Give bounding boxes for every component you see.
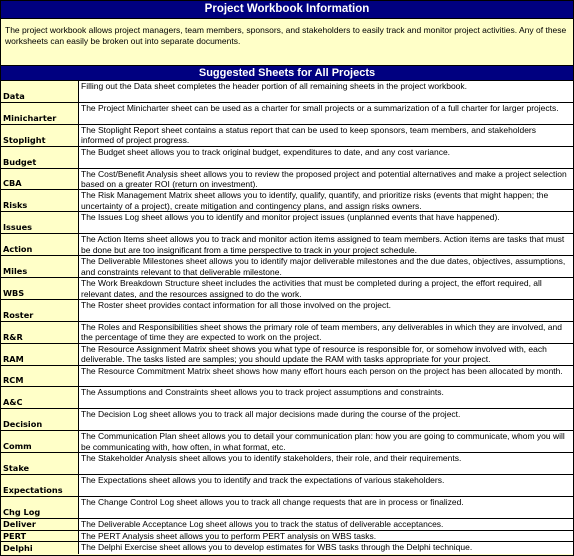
sheet-name: RAM [1, 344, 79, 365]
sheet-name: Minicharter [1, 103, 79, 124]
sheet-name: Data [1, 81, 79, 102]
table-row[interactable] [1, 81, 573, 103]
table-row[interactable] [1, 519, 573, 531]
sheet-description: The Resource Commitment Matrix sheet shows how many effort hours each person on the project has been allocated by month. [79, 366, 573, 387]
sheet-name: Stake [1, 453, 79, 474]
sheet-name: CBA [1, 169, 79, 190]
table-row[interactable] [1, 147, 573, 169]
sheet-name: Roster [1, 300, 79, 321]
sheet-name: R&R [1, 322, 79, 343]
sheet-description: The Roles and Responsibilities sheet shows the primary role of team members, any deliverables in which they are involved, and the percentage of time they are expected to work on the project. [79, 322, 573, 343]
sheet-description: The Project Minicharter sheet can be used as a charter for small projects or a summarization of a full charter for larger projects. [79, 103, 573, 124]
sheet-description: The Expectations sheet allows you to identify and track the expectations of various stakeholders. [79, 475, 573, 496]
table-row[interactable] [1, 322, 573, 344]
table-row[interactable] [1, 300, 573, 322]
sheet-description: The Deliverable Acceptance Log sheet allows you to track the status of deliverable acceptances. [79, 519, 573, 530]
sheet-description: The Issues Log sheet allows you to identify and monitor project issues (unplanned events that have happened). [79, 212, 573, 233]
sheet-description: The Action Items sheet allows you to track and monitor action items assigned to team members. Action items are tasks that must be done but are too insignificant from a time perspective to track in your project schedule. [79, 234, 573, 255]
sheet-name: Expectations [1, 475, 79, 496]
sheet-name: Budget [1, 147, 79, 168]
sheet-description: The Communication Plan sheet allows you to detail your communication plan: how you are going to communicate, whom you will be communicating with, how often, in what format, etc. [79, 431, 573, 452]
table-row[interactable] [1, 387, 573, 409]
sheet-name: Decision [1, 409, 79, 430]
sheet-name: Action [1, 234, 79, 255]
sheet-description: The Decision Log sheet allows you to track all major decisions made during the course of the project. [79, 409, 573, 430]
sheet-description: The Risk Management Matrix sheet allows you to identify, qualify, quantify, and prioritize risks (events that might happen; the uncertainty of a project), create mitigation and contingency plans, and assign risks owners. [79, 190, 573, 211]
table-row[interactable] [1, 190, 573, 212]
sheet-description: The Assumptions and Constraints sheet allows you to track project assumptions and constraints. [79, 387, 573, 408]
section-header: Suggested Sheets for All Projects [1, 66, 573, 81]
sheet-description: The PERT Analysis sheet allows you to perform PERT analysis on WBS tasks. [79, 531, 573, 542]
sheet-description: The Roster sheet provides contact information for all those involved on the project. [79, 300, 573, 321]
table-row[interactable] [1, 431, 573, 453]
sheet-description: The Deliverable Milestones sheet allows you to identify major deliverable milestones and the due dates, objectives, assumptions, and constraints relevant to that deliverable milestone. [79, 256, 573, 277]
sheet-description: The Delphi Exercise sheet allows you to develop estimates for WBS tasks through the Delphi technique. [79, 542, 573, 554]
table-row[interactable] [1, 169, 573, 191]
table-row[interactable] [1, 475, 573, 497]
table-row[interactable] [1, 278, 573, 300]
table-row[interactable] [1, 125, 573, 147]
sheet-description: The Budget sheet allows you to track original budget, expenditures to date, and any cost variance. [79, 147, 573, 168]
table-row[interactable] [1, 453, 573, 475]
sheet-name: Miles [1, 256, 79, 277]
title-band: Project Workbook Information [1, 1, 573, 19]
sheet-name: Comm [1, 431, 79, 452]
table-row[interactable] [1, 497, 573, 519]
sheet-description: The Resource Assignment Matrix sheet shows you what type of resource is responsible for, or somehow involved with, each deliverable. The tasks listed are samples; you should update the RAM with tasks appropriate for your project. [79, 344, 573, 365]
intro-text: The project workbook allows project managers, team members, sponsors, and stakeholders to easily track and monitor project activities. Any of these worksheets can easily be broken out into separate documents. [1, 19, 573, 66]
table-row[interactable] [1, 234, 573, 256]
table-row[interactable] [1, 103, 573, 125]
sheet-name: PERT [1, 531, 79, 542]
sheet-description: The Stoplight Report sheet contains a status report that can be used to keep sponsors, team members, and stakeholders informed of project progress. [79, 125, 573, 146]
table-row[interactable] [1, 212, 573, 234]
sheet-description: The Cost/Benefit Analysis sheet allows you to review the proposed project and potential alternatives and make a project selection based on a greater ROI (return on investment). [79, 169, 573, 190]
sheet-name: Deliver [1, 519, 79, 530]
sheet-name: A&C [1, 387, 79, 408]
sheet-list [1, 81, 573, 554]
sheet-name: Stoplight [1, 125, 79, 146]
sheet-name: RCM [1, 366, 79, 387]
sheet-description: Filling out the Data sheet completes the header portion of all remaining sheets in the project workbook. [79, 81, 573, 102]
table-row[interactable] [1, 542, 573, 554]
sheet-description: The Stakeholder Analysis sheet allows you to identify stakeholders, their role, and their requirements. [79, 453, 573, 474]
sheet-name: WBS [1, 278, 79, 299]
sheet-name: Delphi [1, 542, 79, 554]
table-row[interactable] [1, 531, 573, 543]
table-row[interactable] [1, 256, 573, 278]
table-row[interactable] [1, 409, 573, 431]
sheet-description: The Work Breakdown Structure sheet includes the activities that must be completed during a project, the effort required, all relevant dates, and the resources assigned to do the work. [79, 278, 573, 299]
sheet-name: Chg Log [1, 497, 79, 518]
sheet-name: Risks [1, 190, 79, 211]
sheet-description: The Change Control Log sheet allows you to track all change requests that are in process or finalized. [79, 497, 573, 518]
table-row[interactable] [1, 344, 573, 366]
sheet-name: Issues [1, 212, 79, 233]
table-row[interactable] [1, 366, 573, 388]
